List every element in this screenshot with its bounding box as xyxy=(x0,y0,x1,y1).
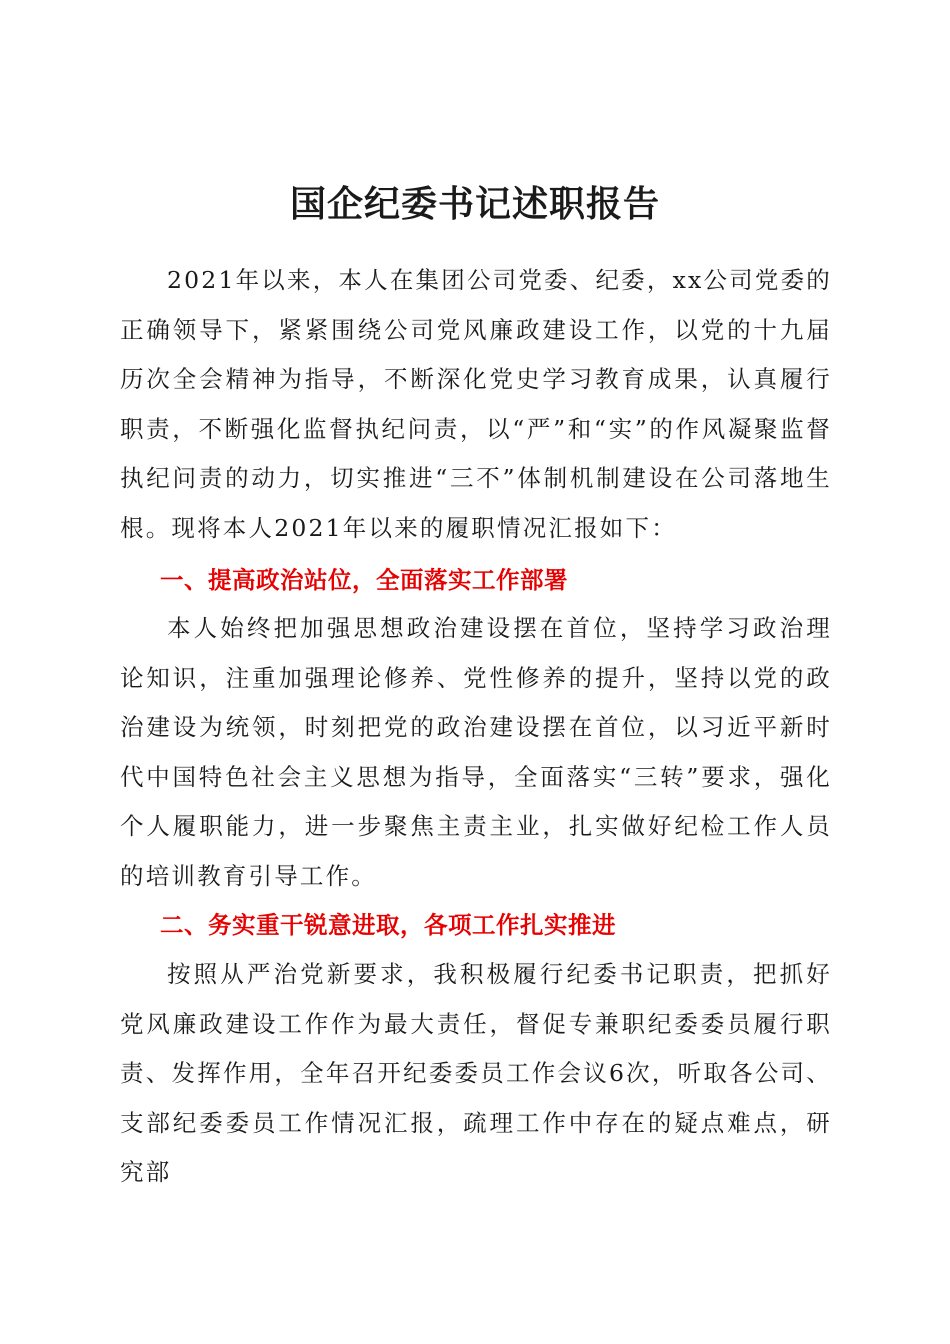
section-heading-2: 二、务实重干锐意进取，各项工作扎实推进 xyxy=(160,911,616,939)
document-title: 国企纪委书记述职报告 xyxy=(289,183,660,225)
section-2-paragraph: 按照从严治党新要求，我积极履行纪委书记职责，把抓好党风廉政建设工作作为最大责任，督促专兼职纪委委员履行职责、发挥作用，全年召开纪委委员工作会议6次，听取各公司、支部纪委委员工作情况汇报，疏理工作中存在的疑点难点，研究部 xyxy=(120,960,832,1187)
intro-paragraph: 2021年以来，本人在集团公司党委、纪委，xx公司党委的正确领导下，紧紧围绕公司党风廉政建设工作，以党的十九届历次全会精神为指导，不断深化党史学习教育成果，认真履行职责，不断强化监督执纪问责，以“严”和“实”的作风凝聚监督执纪问责的动力，切实推进“三不”体制机制建设在公司落地生根。现将本人2021年以来的履职情况汇报如下： xyxy=(120,266,832,542)
section-heading-1: 一、提高政治站位，全面落实工作部署 xyxy=(160,566,568,594)
section-1-paragraph: 本人始终把加强思想政治建设摆在首位，坚持学习政治理论知识，注重加强理论修养、党性修养的提升，坚持以党的政治建设为统领，时刻把党的政治建设摆在首位，以习近平新时代中国特色社会主义思想为指导，全面落实“三转”要求，强化个人履职能力，进一步聚焦主责主业，扎实做好纪检工作人员的培训教育引导工作。 xyxy=(120,614,832,890)
